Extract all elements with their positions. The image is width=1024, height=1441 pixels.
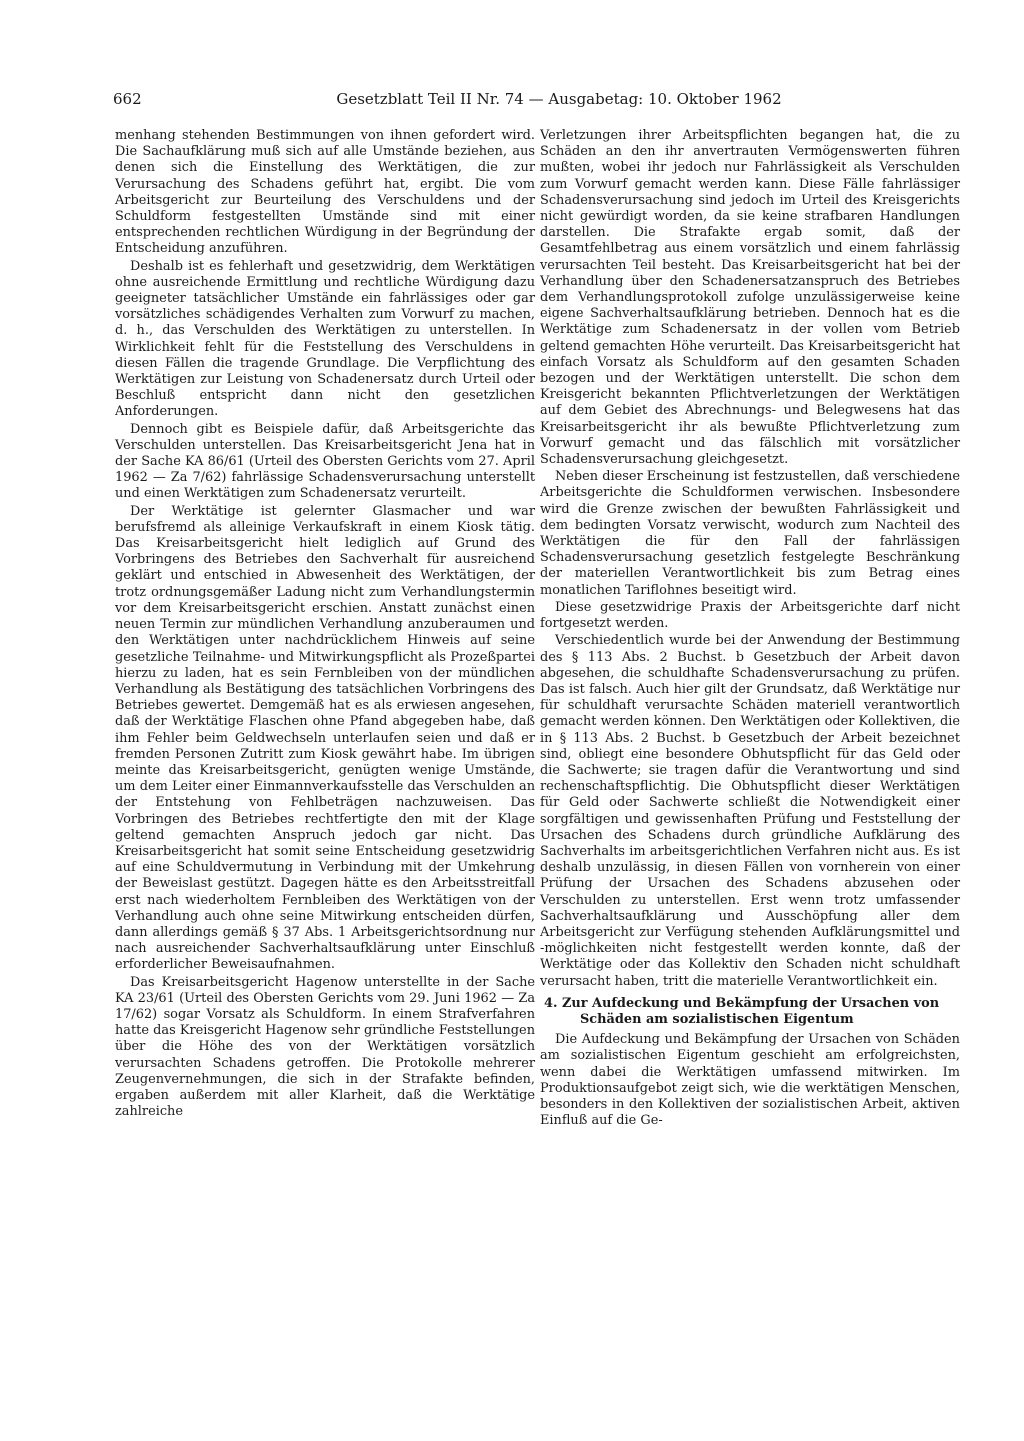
right-column — [540, 128, 960, 1130]
paragraph: Neben dieser Erscheinung ist festzustellen, daß verschiedene Arbeitsgerichte die Schuldformen verwischen. Insbesondere wird die Grenze zwischen der bewußten Fahrlässigkeit und dem bedingten Vorsatz verwischt, wodurch zum Nachteil des Werktätigen die für den Fall der fahrlässigen Schadensverursachung gesetzlich festgelegte Beschränkung der materiellen Verantwortlichkeit bis zum Betrag eines monatlichen Tariflohnes beseitigt wird. — [540, 469, 960, 598]
running-title: Gesetzblatt Teil II Nr. 74 — Ausgabetag: 10. Oktober 1962 — [336, 90, 782, 108]
left-column — [115, 128, 535, 1121]
paragraph: Der Werktätige ist gelernter Glasmacher und war berufsfremd als alleinige Verkaufskraft in einem Kiosk tätig. Das Kreisarbeitsgericht hielt lediglich auf Grund des Vorbringens des Betriebes den Sachverhalt für ausreichend geklärt und entschied in Abwesenheit des Werktätigen, der trotz ordnungsgemäßer Ladung nicht zum Verhandlungstermin vor dem Kreisarbeitsgericht erschien. Anstatt zunächst einen neuen Termin zur mündlichen Verhandlung anzuberaumen und den Werktätigen unter nachdrücklichem Hinweis auf seine gesetzliche Teilnahme- und Mitwirkungspflicht als Prozeßpartei hierzu zu laden, hat es sein Fernbleiben von der mündlichen Verhandlung als Bestätigung des tatsächlichen Vorbringens des Betriebes gewertet. Demgemäß hat es als erwiesen angesehen, daß der Werktätige Flaschen ohne Pfand abgegeben habe, daß ihm Fehler beim Geldwechseln unterlaufen seien und daß er fremden Personen Zutritt zum Kiosk gewährt habe. Im übrigen meinte das Kreisarbeitsgericht, genügten wenige Umstände, um dem Leiter einer Einmannverkaufsstelle das Verschulden an der Entstehung von Fehlbeträgen nachzuweisen. Das Vorbringen des Betriebes rechtfertigte den mit der Klage geltend gemachten Anspruch jedoch gar nicht. Das Kreisarbeitsgericht hat somit seine Entscheidung gesetzwidrig auf eine Schuldvermutung in Verbindung mit der Umkehrung der Beweislast gestützt. Dagegen hätte es den Arbeitsstreitfall erst nach wiederholtem Fernbleiben des Werktätigen von der Verhandlung auch ohne seine Mitwirkung entscheiden dürfen, dann allerdings gemäß § 37 Abs. 1 Arbeitsgerichtsordnung nur nach ausreichender Sachverhaltsaufklärung unter Einschluß erforderlicher Beweisaufnahmen. — [115, 503, 535, 973]
section-heading: 4. Zur Aufdeckung und Bekämpfung der Ursachen von Schäden am sozialistischen Eigentum — [544, 995, 940, 1027]
paragraph: Diese gesetzwidrige Praxis der Arbeitsgerichte darf nicht fortgesetzt werden. — [540, 599, 960, 632]
paragraph: Deshalb ist es fehlerhaft und gesetzwidrig, dem Werktätigen ohne ausreichende Ermittlung und rechtliche Würdigung dazu geeigneter tatsächlicher Umstände ein fahrlässiges oder gar vorsätzliches schädigendes Verhalten zum Vorwurf zu machen, d. h., das Verschulden des Werktätigen zu unterstellen. In Wirklichkeit fehlt für die Feststellung des Verschuldens in diesen Fällen die tragende Grundlage. Die Verpflichtung des Werktätigen zur Leistung von Schadenersatz durch Urteil oder Beschluß entspricht dann nicht den gesetzlichen Anforderungen. — [115, 258, 535, 420]
paragraph: Verschiedentlich wurde bei der Anwendung der Bestimmung des § 113 Abs. 2 Buchst. b Gesetzbuch der Arbeit davon abgesehen, die schuldhafte Schadensverursachung zu prüfen. Das ist falsch. Auch hier gilt der Grundsatz, daß Werktätige nur für schuldhaft verursachte Schäden materiell verantwortlich gemacht werden können. Den Werktätigen oder Kollektiven, die in § 113 Abs. 2 Buchst. b Gesetzbuch der Arbeit bezeichnet sind, obliegt eine besondere Obhutspflicht für das Geld oder die Sachwerte; sie tragen dafür die Verantwortung und sind rechenschaftspflichtig. Die Obhutspflicht dieser Werktätigen für Geld oder Sachwerte schließt die Notwendigkeit einer sorgfältigen und gewissenhaften Prüfung und Feststellung der Ursachen des Schadens durch gründliche Aufklärung des Sachverhalts im arbeitsgerichtlichen Verfahren nicht aus. Es ist deshalb unzulässig, in diesen Fällen von vornherein von einer Prüfung der Ursachen des Schadens abzusehen oder Verschulden zu unterstellen. Erst wenn trotz umfassender Sachverhaltsaufklärung und Ausschöpfung aller dem Arbeitsgericht zur Verfügung stehenden Aufklärungsmittel und -möglichkeiten nicht festgestellt werden konnte, daß der Werktätige oder das Kollektiv den Schaden nicht schuldhaft verursacht haben, tritt die materielle Verantwortlichkeit ein. — [540, 633, 960, 989]
paragraph: Das Kreisarbeitsgericht Hagenow unterstellte in der Sache KA 23/61 (Urteil des Obersten Gerichts vom 29. Juni 1962 — Za 17/62) sogar Vorsatz als Schuldform. In einem Strafverfahren hatte das Kreisgericht Hagenow sehr gründliche Feststellungen über die Höhe des von der Werktätigen vorsätzlich verursachten Schadens getroffen. Die Protokolle mehrerer Zeugenvernehmungen, die sich in der Strafakte befinden, ergaben außerdem mit aller Klarheit, daß die Werktätige zahlreiche — [115, 974, 535, 1120]
paragraph: Dennoch gibt es Beispiele dafür, daß Arbeitsgerichte das Verschulden unterstellen. Das Kreisarbeitsgericht Jena hat in der Sache KA 86/61 (Urteil des Obersten Gerichts vom 27. April 1962 — Za 7/62) fahrlässige Schadensverursachung unterstellt und einen Werktätigen zum Schadenersatz verurteilt. — [115, 421, 535, 502]
paragraph: Verletzungen ihrer Arbeitspflichten begangen hat, die zu Schäden an den ihr anvertrauten Vermögenswerten führen mußten, wobei ihr jedoch nur Fahrlässigkeit als Verschulden zum Vorwurf gemacht werden kann. Diese Fälle fahrlässiger Schadensverursachung sind jedoch im Urteil des Kreisgerichts nicht gewürdigt worden, da sie keine strafbaren Handlungen darstellen. Die Strafakte ergab somit, daß der Gesamtfehlbetrag aus einem vorsätzlich und einem fahrlässig verursachten Teil besteht. Das Kreisarbeitsgericht hat bei der Verhandlung über den Schadenersatzanspruch des Betriebes dem Verhandlungsprotokoll zufolge unzulässigerweise keine eigene Sachverhaltsaufklärung betrieben. Dennoch hat es die Werktätige zum Schadenersatz in der vollen vom Betrieb geltend gemachten Höhe verurteilt. Das Kreisarbeitsgericht hat einfach Vorsatz als Schuldform auf den gesamten Schaden bezogen und der Werktätigen unterstellt. Die schon dem Kreisgericht bekannten Pflichtverletzungen der Werktätigen auf dem Gebiet des Abrechnungs- und Belegwesens hat das Kreisarbeitsgericht ihr als bewußte Pflichtverletzung zum Vorwurf gemacht und das fälschlich mit vorsätzlicher Schadensverursachung gleichgesetzt. — [540, 128, 960, 468]
page-header — [113, 90, 965, 114]
paragraph: Die Aufdeckung und Bekämpfung der Ursachen von Schäden am sozialistischen Eigentum geschieht am erfolgreichsten, wenn dabei die Werktätigen umfassend mitwirken. Im Produktionsaufgebot zeigt sich, wie die werktätigen Menschen, besonders in den Kollektiven der sozialistischen Arbeit, aktiven Einfluß auf die Ge- — [540, 1032, 960, 1129]
page-number: 662 — [113, 90, 142, 108]
paragraph: menhang stehenden Bestimmungen von ihnen gefordert wird. Die Sachaufklärung muß sich auf alle Umstände beziehen, aus denen sich die Einstellung des Werktätigen, die zur Verursachung des Schadens geführt hat, ergibt. Die vom Arbeitsgericht zur Beurteilung des Verschuldens und der Schuldform festgestellten Umstände sind mit einer entsprechenden rechtlichen Würdigung in der Begründung der Entscheidung anzuführen. — [115, 128, 535, 257]
